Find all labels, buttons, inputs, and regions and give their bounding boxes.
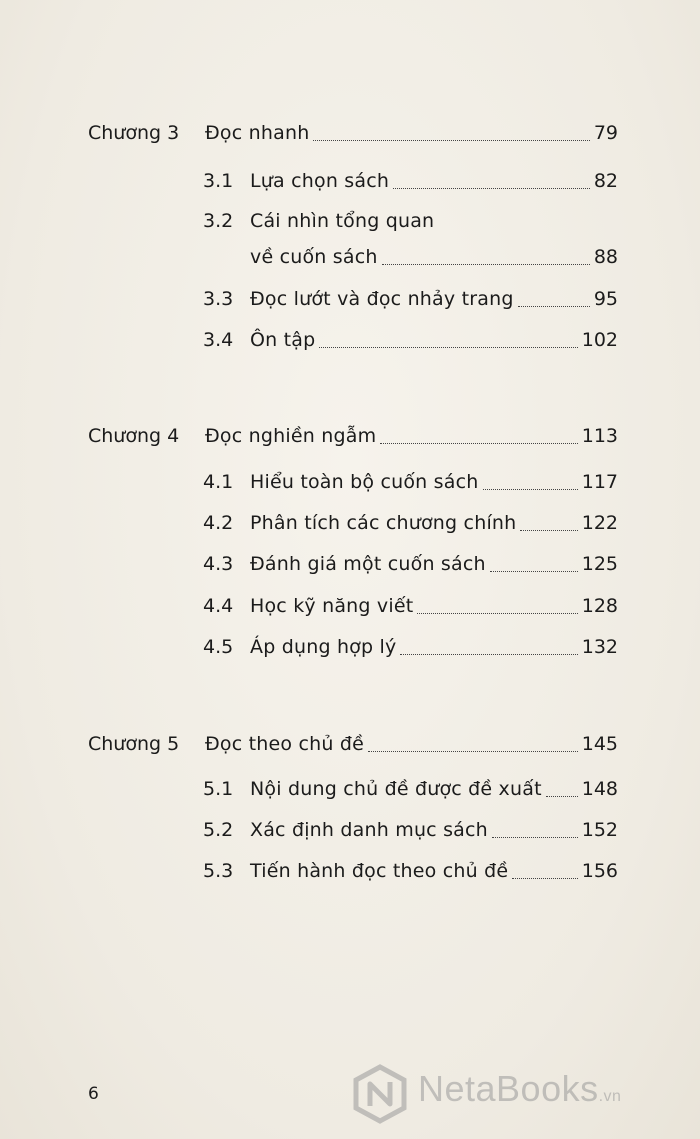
page-number: 6	[88, 1084, 99, 1104]
section-page: 95	[593, 288, 618, 310]
section-number: 3.4	[203, 329, 234, 351]
toc-section	[203, 549, 618, 579]
toc-section	[203, 774, 618, 804]
section-number: 5.1	[203, 778, 234, 800]
toc-chapter-3	[88, 118, 618, 148]
toc-section-line2	[203, 242, 618, 272]
chapter-title: Đọc nghiền ngẫm	[205, 425, 377, 447]
chapter-page: 79	[593, 122, 618, 144]
section-title: Đọc lướt và đọc nhảy trang	[250, 288, 514, 310]
chapter-page: 113	[581, 425, 618, 447]
chapter-number: Chương 3	[88, 122, 180, 144]
section-number: 4.4	[203, 595, 234, 617]
toc-section	[203, 508, 618, 538]
section-title: Áp dụng hợp lý	[250, 636, 397, 658]
dot-leader	[512, 877, 578, 879]
section-title: Nội dung chủ đề được đề xuất	[250, 778, 542, 800]
dot-leader	[520, 529, 577, 531]
section-page: 152	[581, 819, 618, 841]
toc-chapter-4	[88, 421, 618, 451]
dot-leader	[400, 653, 577, 655]
section-title-line1: Cái nhìn tổng quan	[250, 210, 435, 232]
toc-section	[203, 856, 618, 886]
dot-leader	[483, 488, 578, 490]
toc-section	[203, 284, 618, 314]
chapter-page: 145	[581, 733, 618, 755]
dot-leader	[492, 836, 578, 838]
section-page: 125	[581, 553, 618, 575]
netabooks-logo-icon	[350, 1064, 410, 1124]
dot-leader	[417, 612, 577, 614]
toc-chapter-5	[88, 729, 618, 759]
section-page: 122	[581, 512, 618, 534]
section-title: Xác định danh mục sách	[250, 819, 488, 841]
section-number: 5.2	[203, 819, 234, 841]
chapter-title: Đọc nhanh	[205, 122, 310, 144]
section-number: 4.3	[203, 553, 234, 575]
section-number: 4.2	[203, 512, 234, 534]
section-page: 128	[581, 595, 618, 617]
section-page: 117	[581, 471, 618, 493]
toc-section	[203, 591, 618, 621]
dot-leader	[382, 263, 590, 265]
section-page: 132	[581, 636, 618, 658]
chapter-number: Chương 4	[88, 425, 180, 447]
section-title: Ôn tập	[250, 329, 316, 351]
dot-leader	[368, 750, 578, 752]
section-title: Hiểu toàn bộ cuốn sách	[250, 471, 479, 493]
dot-leader	[490, 570, 578, 572]
section-page: 102	[581, 329, 618, 351]
toc-section	[203, 166, 618, 196]
dot-leader	[518, 305, 590, 307]
section-number: 3.1	[203, 170, 234, 192]
section-title-line2: về cuốn sách	[250, 246, 378, 268]
watermark-text: NetaBooks.vn	[418, 1068, 622, 1109]
section-title: Đánh giá một cuốn sách	[250, 553, 486, 575]
section-page: 88	[593, 246, 618, 268]
dot-leader	[393, 187, 590, 189]
section-title: Lựa chọn sách	[250, 170, 390, 192]
toc-section	[203, 325, 618, 355]
section-number: 4.5	[203, 636, 234, 658]
toc-section	[203, 632, 618, 662]
section-title: Học kỹ năng viết	[250, 595, 414, 617]
chapter-title: Đọc theo chủ đề	[205, 733, 364, 755]
section-page: 82	[593, 170, 618, 192]
dot-leader	[313, 139, 589, 141]
chapter-number: Chương 5	[88, 733, 180, 755]
dot-leader	[319, 346, 577, 348]
toc-section	[203, 467, 618, 497]
section-number: 5.3	[203, 860, 234, 882]
dot-leader	[380, 442, 577, 444]
section-number: 3.3	[203, 288, 234, 310]
toc-section-line1	[203, 206, 618, 236]
section-title: Phân tích các chương chính	[250, 512, 517, 534]
netabooks-watermark	[350, 1062, 690, 1130]
section-title: Tiến hành đọc theo chủ đề	[250, 860, 509, 882]
section-page: 156	[581, 860, 618, 882]
toc-section	[203, 815, 618, 845]
section-page: 148	[581, 778, 618, 800]
section-number: 4.1	[203, 471, 234, 493]
section-number: 3.2	[203, 210, 234, 232]
dot-leader	[546, 795, 578, 797]
